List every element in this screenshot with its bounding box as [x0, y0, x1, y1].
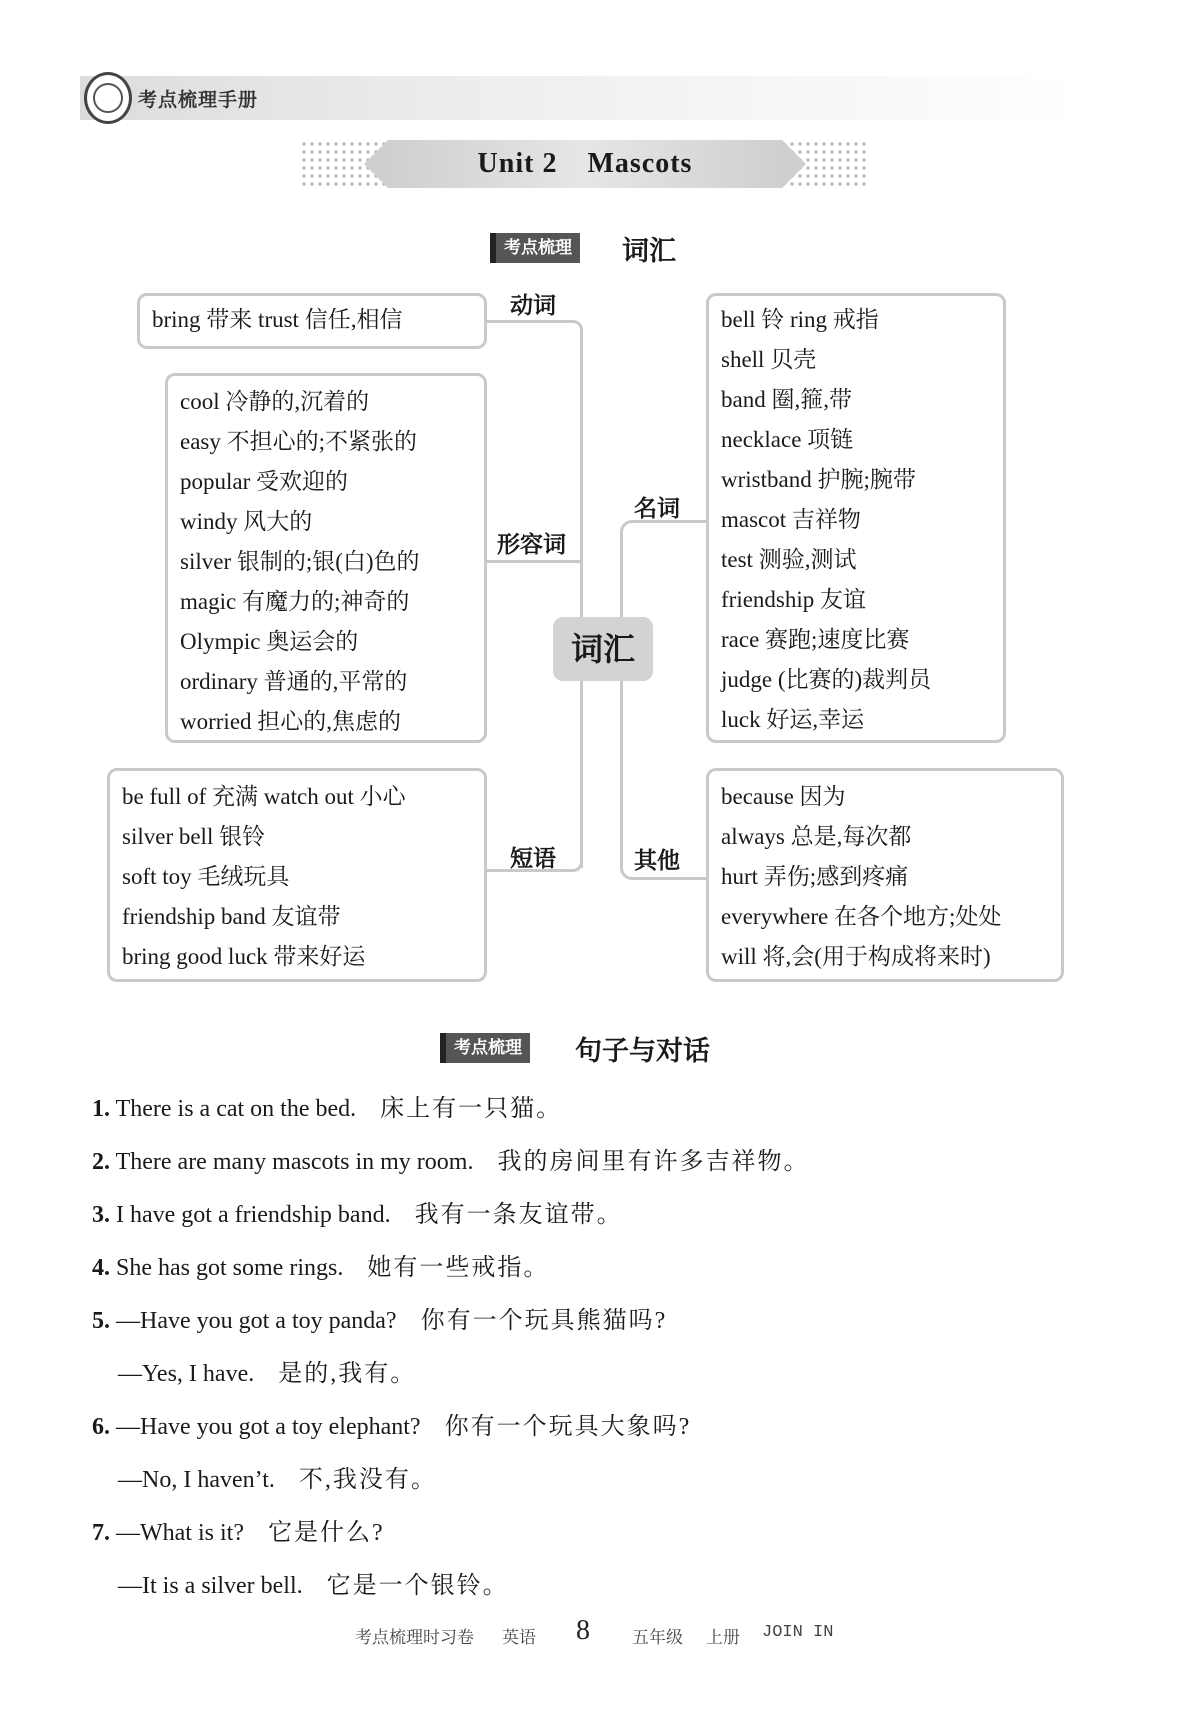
phrases-label: 短语	[510, 846, 556, 872]
noun-item: wristband 护腕;腕带	[721, 467, 916, 492]
phrase-item: soft toy 毛绒玩具	[122, 864, 290, 889]
sentence-english: —It is a silver bell.	[118, 1573, 303, 1599]
connector-right	[620, 520, 706, 880]
nouns-box	[706, 293, 1006, 743]
mindmap-center: 词汇	[553, 617, 653, 681]
verbs-line: bring 带来 trust 信任,相信	[152, 307, 403, 332]
unit-number: Unit 2	[477, 148, 558, 179]
sentence-section-tag: 考点梳理	[440, 1033, 530, 1063]
sentence-chinese: 她有一些戒指。	[367, 1255, 550, 1281]
phrase-item: bring good luck 带来好运	[122, 944, 366, 969]
noun-item: bell 铃 ring 戒指	[721, 307, 879, 332]
sentence-english: —Have you got a toy elephant?	[116, 1414, 421, 1440]
adjective-item: windy 风大的	[180, 509, 313, 534]
sentence-chinese: 你有一个玩具大象吗?	[444, 1414, 692, 1440]
adjective-item: popular 受欢迎的	[180, 469, 349, 494]
adjective-item: silver 银制的;银(白)色的	[180, 549, 420, 574]
sentence-number: 3.	[92, 1202, 110, 1228]
sentence-row	[92, 1247, 549, 1282]
phrase-item: be full of 充满 watch out 小心	[122, 784, 406, 809]
publisher-logo-icon	[84, 72, 132, 124]
sentence-row	[92, 1406, 691, 1441]
sentence-row	[92, 1300, 667, 1335]
phrases-box	[107, 768, 487, 982]
adjective-item: ordinary 普通的,平常的	[180, 669, 408, 694]
noun-item: necklace 项链	[721, 427, 854, 452]
other-item: hurt 弄伤;感到疼痛	[721, 864, 909, 889]
sentence-row	[92, 1194, 623, 1229]
sentence-section-title: 句子与对话	[575, 1036, 710, 1067]
footer-grade: 五年级	[632, 1628, 683, 1647]
footer-subject: 英语	[502, 1628, 536, 1647]
footer-series: 考点梳理时习卷	[355, 1628, 474, 1647]
noun-item: band 圈,箍,带	[721, 387, 852, 412]
sentence-english: There is a cat on the bed.	[115, 1096, 357, 1122]
sentence-english: I have got a friendship band.	[116, 1202, 391, 1228]
sentence-row	[92, 1141, 809, 1176]
sentence-english: —What is it?	[116, 1520, 244, 1546]
adjective-item: magic 有魔力的;神奇的	[180, 589, 410, 614]
noun-item: race 赛跑;速度比赛	[721, 627, 910, 652]
sentence-number: 1.	[92, 1096, 110, 1122]
noun-item: shell 贝壳	[721, 347, 817, 372]
sentence-chinese: 我有一条友谊带。	[414, 1202, 623, 1228]
other-item: will 将,会(用于构成将来时)	[721, 944, 991, 969]
unit-name: Mascots	[587, 148, 693, 179]
adjectives-box	[165, 373, 487, 743]
others-box	[706, 768, 1064, 982]
adjective-item: easy 不担心的;不紧张的	[180, 429, 418, 454]
page-number: 8	[576, 1615, 590, 1646]
sentence-row	[118, 1459, 437, 1494]
sentence-english: There are many mascots in my room.	[115, 1149, 474, 1175]
page-footer	[0, 1615, 1181, 1655]
noun-item: test 测验,测试	[721, 547, 857, 572]
unit-banner	[300, 140, 870, 188]
verbs-box	[137, 293, 487, 349]
adjective-item: Olympic 奥运会的	[180, 629, 359, 654]
others-label: 其他	[634, 848, 680, 874]
connector-adjectives	[485, 560, 583, 563]
sentence-row	[92, 1088, 562, 1123]
footer-edition: JOIN IN	[762, 1623, 834, 1642]
sentence-chinese: 是的,我有。	[278, 1361, 417, 1387]
adjective-item: worried 担心的,焦虑的	[180, 709, 402, 734]
noun-item: luck 好运,幸运	[721, 707, 865, 732]
sentence-number: 6.	[92, 1414, 110, 1440]
sentence-number: 2.	[92, 1149, 110, 1175]
phrase-item: silver bell 银铃	[122, 824, 266, 849]
other-item: always 总是,每次都	[721, 824, 912, 849]
other-item: everywhere 在各个地方;处处	[721, 904, 1002, 929]
other-item: because 因为	[721, 784, 846, 809]
noun-item: friendship 友谊	[721, 587, 867, 612]
sentence-number: 4.	[92, 1255, 110, 1281]
sentence-english: —Yes, I have.	[118, 1361, 255, 1387]
vocab-section-title: 词汇	[622, 236, 676, 267]
connector-left-trunk	[580, 338, 583, 868]
noun-item: mascot 吉祥物	[721, 507, 861, 532]
sentence-row	[118, 1353, 416, 1388]
sentence-chinese: 不,我没有。	[298, 1467, 437, 1493]
sentence-row	[92, 1512, 385, 1547]
sentence-row	[118, 1565, 509, 1600]
verbs-label: 动词	[510, 293, 556, 319]
noun-item: judge (比赛的)裁判员	[721, 667, 932, 692]
sentence-chinese: 你有一个玩具熊猫吗?	[420, 1308, 668, 1334]
sentence-english: —No, I haven’t.	[118, 1467, 275, 1493]
sentence-english: —Have you got a toy panda?	[116, 1308, 397, 1334]
phrase-item: friendship band 友谊带	[122, 904, 341, 929]
sentence-chinese: 床上有一只猫。	[380, 1096, 563, 1122]
nouns-label: 名词	[634, 496, 680, 522]
footer-volume: 上册	[706, 1628, 740, 1647]
sentence-chinese: 我的房间里有许多吉祥物。	[497, 1149, 810, 1175]
connector-verbs	[485, 320, 583, 340]
sentence-chinese: 它是什么?	[267, 1520, 385, 1546]
adjectives-label: 形容词	[497, 532, 566, 558]
adjective-item: cool 冷静的,沉着的	[180, 389, 370, 414]
sentence-english: She has got some rings.	[116, 1255, 344, 1281]
header-title: 考点梳理手册	[138, 89, 259, 111]
vocab-section-tag: 考点梳理	[490, 233, 580, 263]
unit-title	[300, 140, 870, 188]
sentence-number: 5.	[92, 1308, 110, 1334]
sentence-chinese: 它是一个银铃。	[326, 1573, 509, 1599]
sentence-number: 7.	[92, 1520, 110, 1546]
